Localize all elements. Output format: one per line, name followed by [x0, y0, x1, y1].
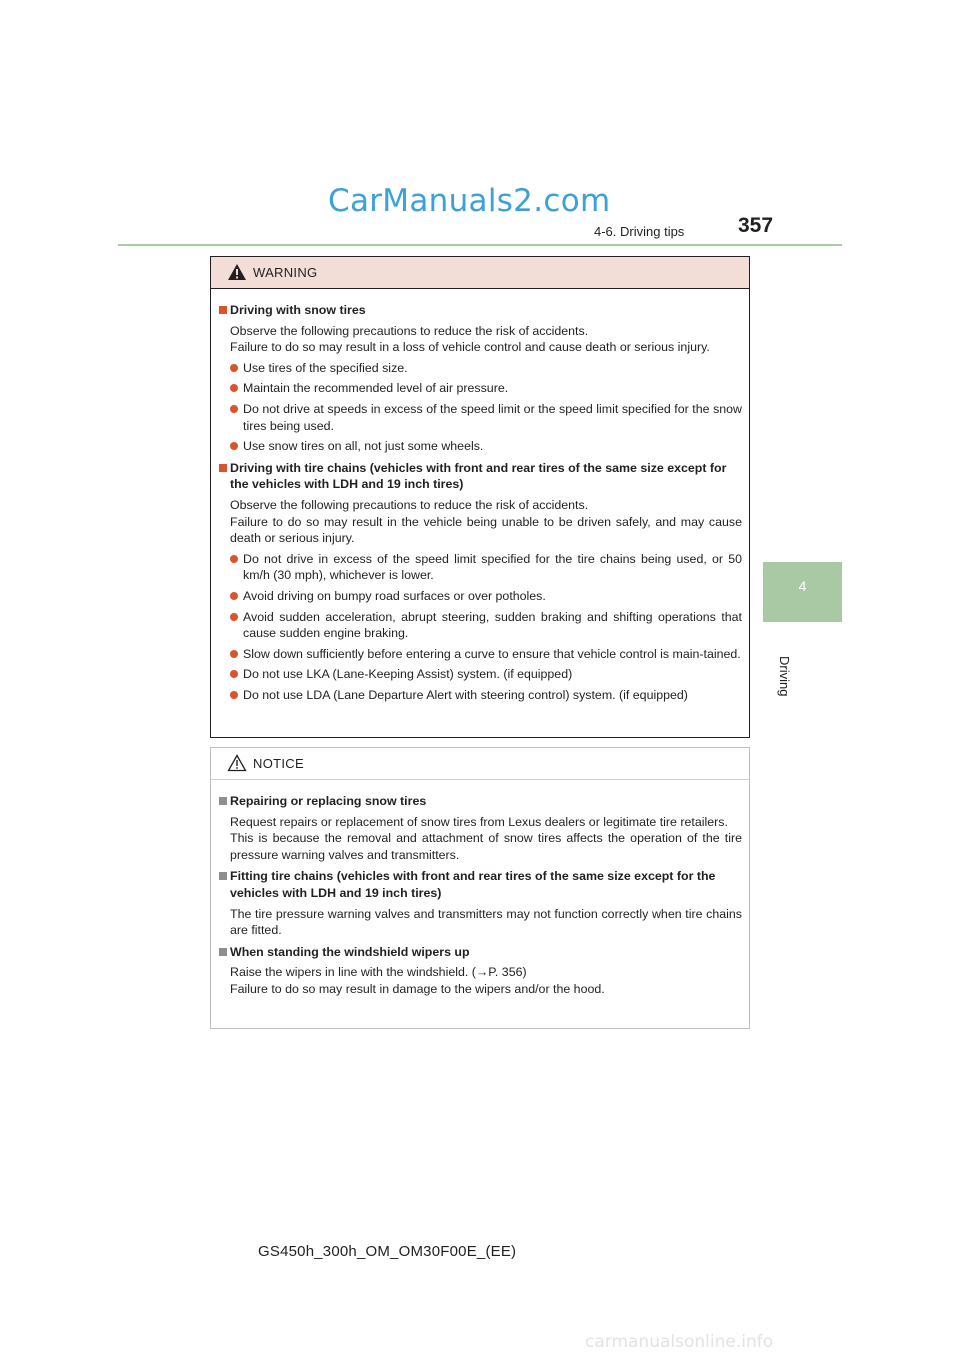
warning-bullet: Do not drive at speeds in excess of the speed limit or the speed limit specified for the snow tires being used.	[219, 401, 742, 434]
round-bullet-icon	[230, 613, 238, 621]
notice-topic-title: Fitting tire chains (vehicles with front and rear tires of the same size except for the vehicles with LDH and 19 inch tires)	[219, 868, 742, 901]
round-bullet-icon	[230, 384, 238, 392]
warning-topic-title: Driving with tire chains (vehicles with front and rear tires of the same size except for the vehicles with LDH and 19 inch tires)	[219, 460, 742, 493]
notice-box	[210, 747, 750, 1029]
square-bullet-icon	[219, 464, 227, 472]
warning-paragraph: Observe the following precautions to reduce the risk of accidents. Failure to do so may result in the vehicle being unable to be driven safely, and may cause death or serious injury.	[230, 497, 742, 546]
warning-bullet: Do not use LKA (Lane-Keeping Assist) system. (if equipped)	[219, 666, 742, 683]
warning-bullet: Use snow tires on all, not just some wheels.	[219, 438, 742, 455]
round-bullet-icon	[230, 442, 238, 450]
warning-triangle-icon	[227, 263, 247, 281]
warning-body	[211, 289, 749, 703]
notice-label: NOTICE	[253, 756, 304, 771]
warning-topic-title: Driving with snow tires	[219, 302, 742, 319]
round-bullet-icon	[230, 555, 238, 563]
round-bullet-icon	[230, 670, 238, 678]
round-bullet-icon	[230, 592, 238, 600]
document-id: GS450h_300h_OM_OM30F00E_(EE)	[258, 1243, 517, 1260]
header-rule	[118, 244, 842, 246]
round-bullet-icon	[230, 364, 238, 372]
notice-paragraph: The tire pressure warning valves and transmitters may not function correctly when tire chains are fitted.	[230, 906, 742, 938]
notice-topic-title: When standing the windshield wipers up	[219, 944, 742, 961]
round-bullet-icon	[230, 691, 238, 699]
chapter-number: 4	[798, 578, 807, 594]
chapter-label: Driving	[777, 656, 792, 697]
warning-bullet: Use tires of the specified size.	[219, 360, 742, 377]
warning-header	[211, 257, 749, 289]
notice-paragraph: Request repairs or replacement of snow tires from Lexus dealers or legitimate tire retailers. This is because the removal and attachment of snow tires affects the operation of the tire pressure warning valves and transmitters.	[230, 814, 742, 862]
notice-header	[211, 748, 749, 780]
warning-bullet: Slow down sufficiently before entering a curve to ensure that vehicle control is main-tained.	[219, 646, 742, 663]
caution-triangle-icon	[227, 754, 247, 772]
notice-paragraph: Raise the wipers in line with the windshield. (→P. 356) Failure to do so may result in damage to the wipers and/or the hood.	[230, 965, 605, 996]
warning-paragraph: Observe the following precautions to reduce the risk of accidents. Failure to do so may result in a loss of vehicle control and cause death or serious injury.	[230, 323, 710, 355]
warning-bullet: Avoid sudden acceleration, abrupt steering, sudden braking and shifting operations that cause sudden engine braking.	[219, 609, 742, 642]
round-bullet-icon	[230, 650, 238, 658]
warning-box	[210, 256, 750, 738]
page-number: 357	[738, 214, 774, 237]
square-bullet-icon	[219, 948, 227, 956]
warning-bullet: Do not use LDA (Lane Departure Alert with steering control) system. (if equipped)	[219, 687, 742, 704]
notice-body	[211, 780, 749, 998]
square-bullet-icon	[219, 797, 227, 805]
section-title: 4-6. Driving tips	[594, 224, 685, 239]
watermark-logo-top: CarManuals2.com	[328, 183, 611, 219]
warning-label: WARNING	[253, 265, 318, 280]
watermark-logo-bottom: carmanualsonline.info	[585, 1332, 774, 1352]
warning-bullet: Avoid driving on bumpy road surfaces or over potholes.	[219, 588, 742, 605]
square-bullet-icon	[219, 872, 227, 880]
warning-bullet: Maintain the recommended level of air pressure.	[219, 380, 742, 397]
square-bullet-icon	[219, 306, 227, 314]
notice-topic-title: Repairing or replacing snow tires	[219, 793, 742, 810]
warning-bullet: Do not drive in excess of the speed limit specified for the tire chains being used, or 50 km/h (30 mph), whichever is lower.	[219, 551, 742, 584]
round-bullet-icon	[230, 405, 238, 413]
